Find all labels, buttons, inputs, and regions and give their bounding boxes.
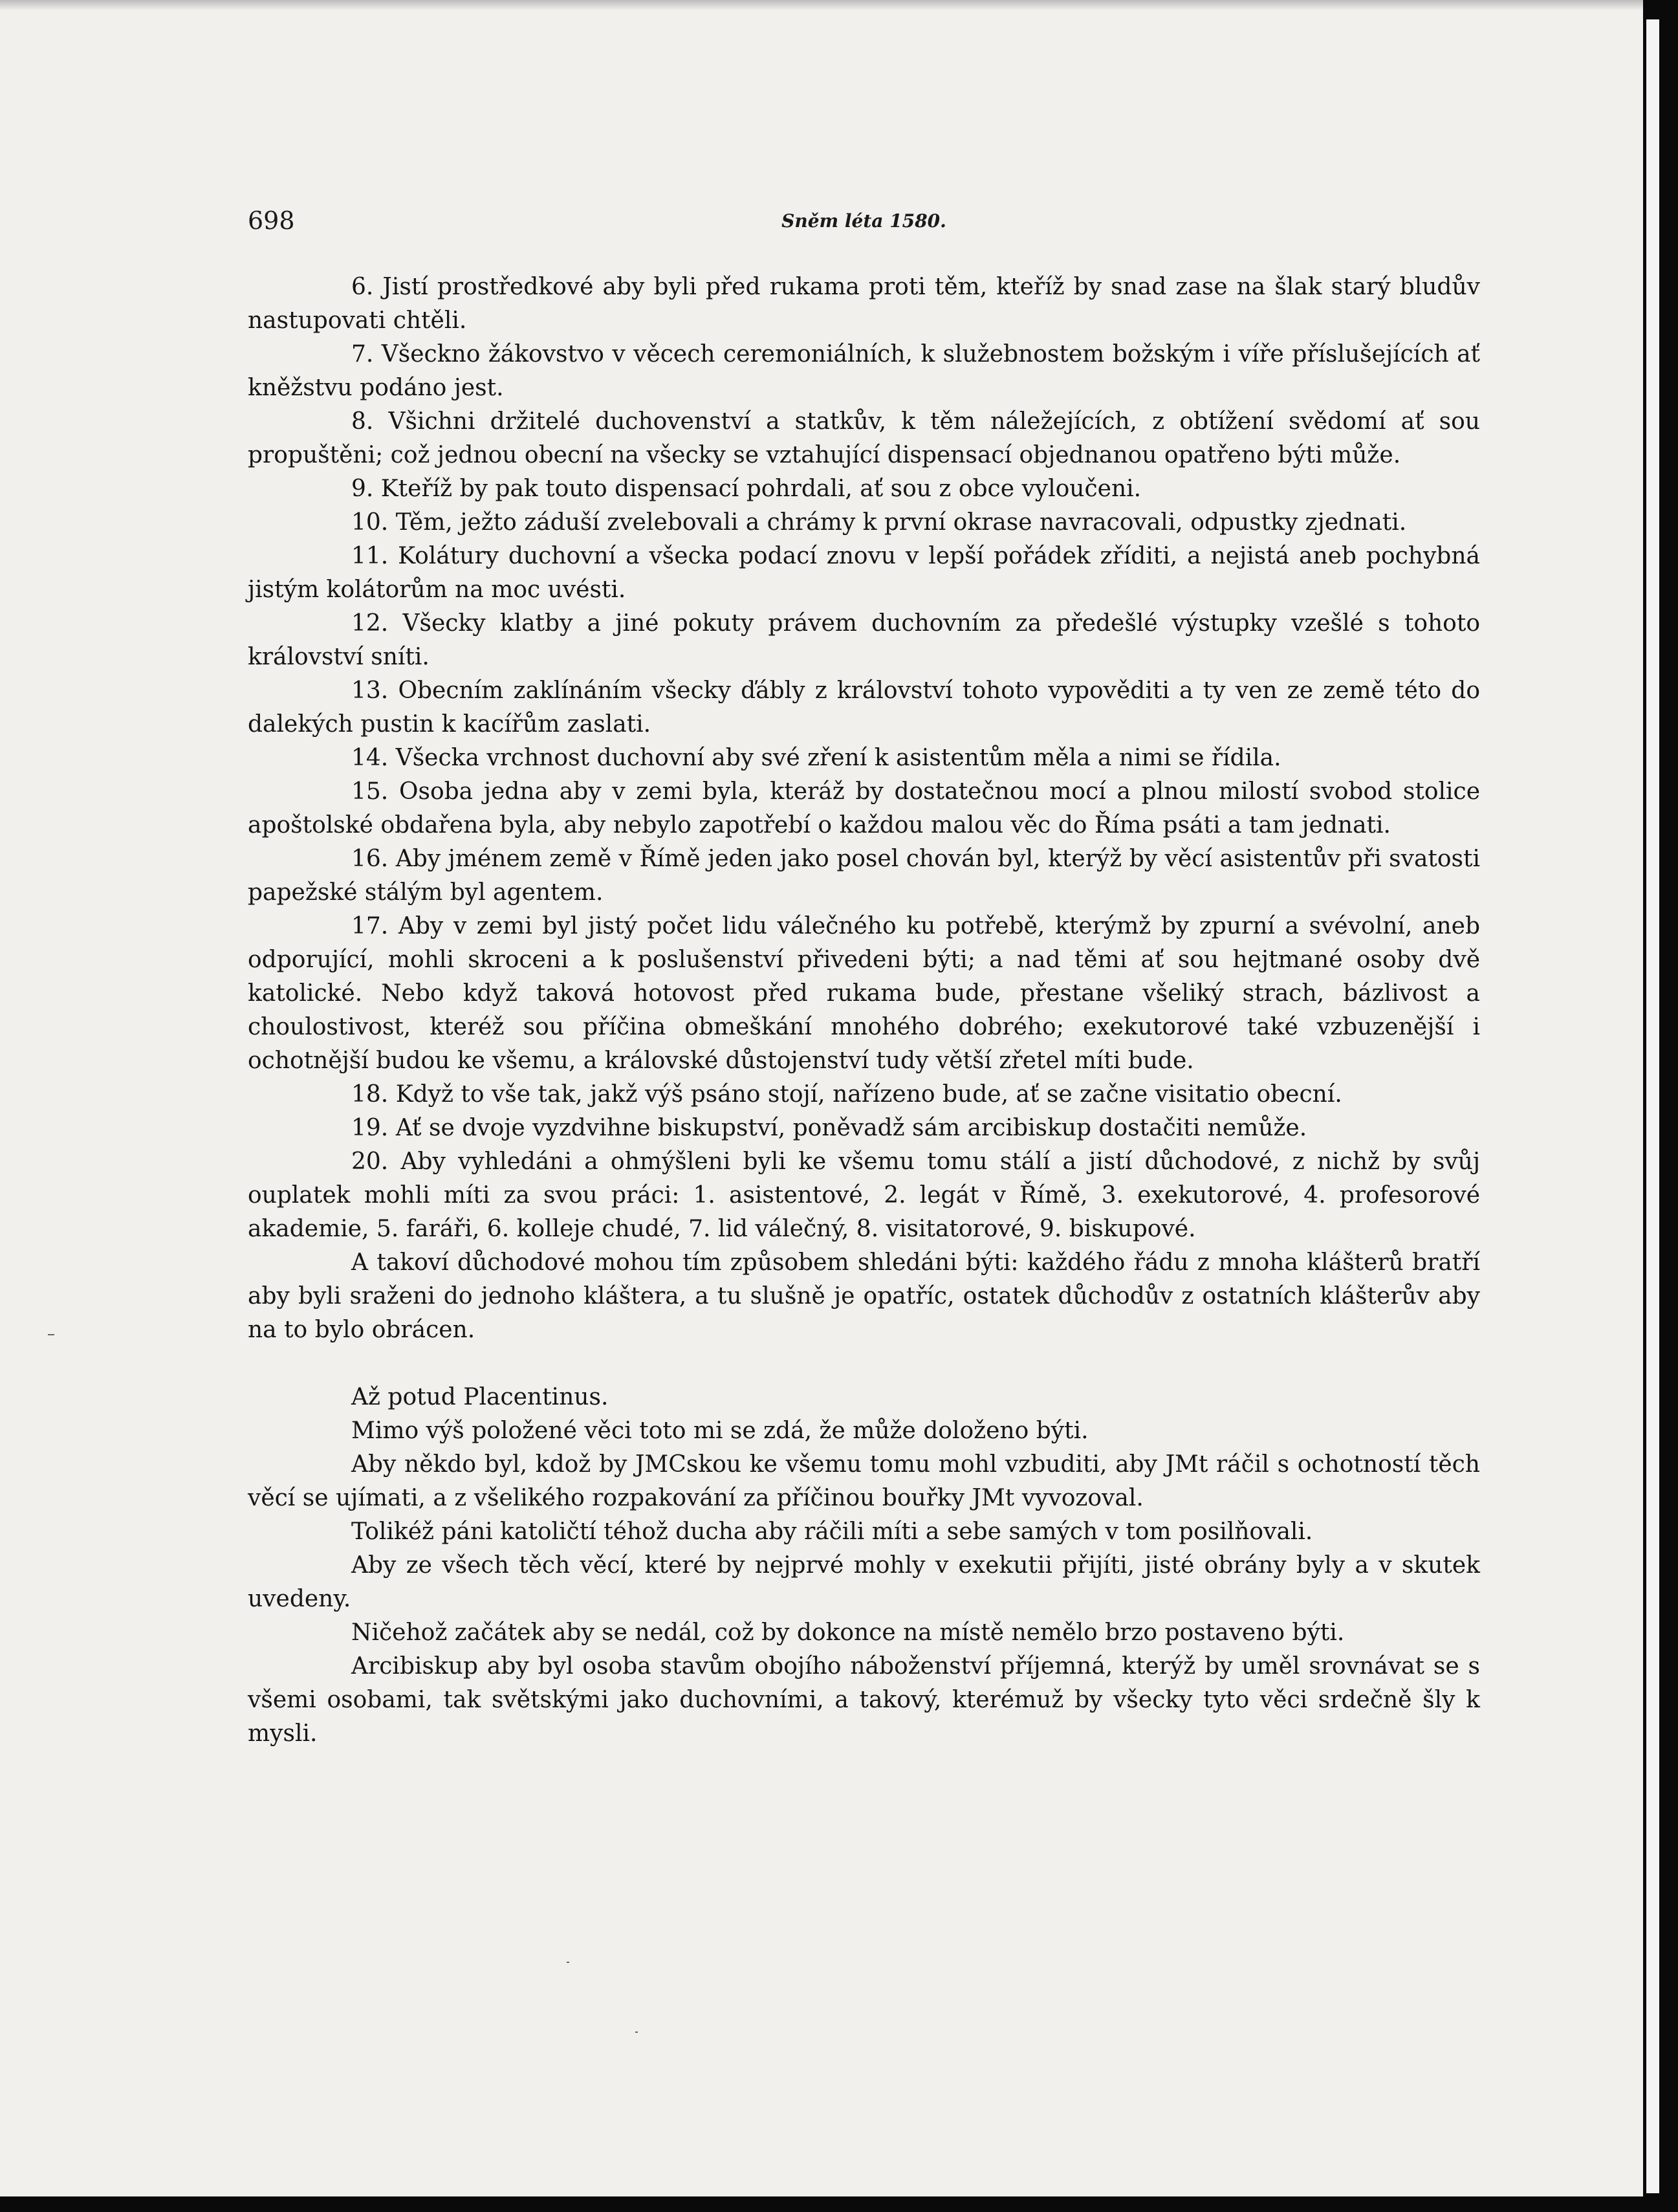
- paragraph-10: 10. Těm, ježto záduší zvelebovali a chrámy k první okrase navracovali, odpustky zjednati.: [351, 509, 1407, 536]
- paragraph-19: 19. Ať se dvoje vyzdvihne biskupství, poněvadž sám arcibiskup dostačiti nemůže.: [351, 1115, 1307, 1141]
- paragraph-income: A takoví důchodové mohou tím způsobem shledáni býti: každého řádu z mnoha klášterů bratří aby byli sraženi do jednoho kláštera, a tu slušně je opatříc, ostatek důchodův z ostatních klášterův aby na to bylo obrácen.: [248, 1249, 1480, 1343]
- adjacent-page-edge: [1646, 19, 1659, 2193]
- paragraph-14: 14. Všecka vrchnost duchovní aby své zření k asistentům měla a nimi se řídila.: [351, 745, 1281, 771]
- section-gap: [248, 1347, 1480, 1381]
- paragraph-8: 8. Všichni držitelé duchovenství a statkův, k těm náležejících, z obtížení svědomí ať sou propuštěni; což jednou obecní na všecky se vztahující dispensací objednanou opatřeno býti může.: [248, 408, 1480, 468]
- scan-speck: [48, 1334, 54, 1335]
- paragraph-20: 20. Aby vyhledáni a ohmýšleni byli ke všemu tomu stálí a jistí důchodové, z nichž by svůj ouplatek mohli míti za svou práci: 1. asistentové, 2. legát v Římě, 3. exekutorové, 4. profesorové akademie, 5. faráři, 6. kolleje chudé, 7. lid válečný, 8. visitatorové, 9. biskupové.: [248, 1148, 1480, 1242]
- paragraph-execution: Aby ze všech těch věcí, které by nejprvé mohly v exekutii přijíti, jisté obrány byly a v skutek uvedeny.: [248, 1552, 1480, 1612]
- running-title: Sněm léta 1580.: [781, 210, 946, 232]
- paragraph-addition: Mimo výš položené věci toto mi se zdá, že může doloženo býti.: [351, 1418, 1089, 1444]
- paragraph-6: 6. Jistí prostředkové aby byli před rukama proti těm, kteříž by snad zase na šlak starý bludův nastupovati chtěli.: [248, 274, 1480, 334]
- paragraph-jmc: Aby někdo byl, kdož by JMCskou ke všemu tomu mohl vzbuditi, aby JMt ráčil s ochotností těch věcí se ujímati, a z všelikého rozpakování za příčinou bouřky JMt vyvozoval.: [248, 1451, 1480, 1511]
- paragraph-catholic-lords: Tolikéž páni katoličtí téhož ducha aby ráčili míti a sebe samých v tom posilňovali.: [351, 1518, 1313, 1545]
- paragraph-archbishop: Arcibiskup aby byl osoba stavům obojího náboženství příjemná, kterýž by uměl srovnávat se s všemi osobami, tak světskými jako duchovními, a takový, kterémuž by všecky tyto věci srdečně šly k mysli.: [248, 1653, 1480, 1747]
- paragraph-beginning: Ničehož začátek aby se nedál, což by dokonce na místě nemělo brzo postaveno býti.: [351, 1619, 1345, 1646]
- paragraph-7: 7. Všeckno žákovstvo v věcech ceremoniálních, k služebnostem božským i víře příslušejících ať kněžstvu podáno jest.: [248, 341, 1480, 401]
- scan-speck: [567, 1962, 569, 1963]
- paragraph-15: 15. Osoba jedna aby v zemi byla, kteráž by dostatečnou mocí a plnou milostí svobod stolice apoštolské obdařena byla, aby nebylo zapotřebí o každou malou věc do Říma psáti a tam jednati.: [248, 778, 1480, 838]
- page-number: 698: [248, 206, 295, 235]
- paragraph-9: 9. Kteříž by pak touto dispensací pohrdali, ať sou z obce vyloučeni.: [351, 476, 1142, 502]
- paragraph-13: 13. Obecním zaklínáním všecky ďábly z království tohoto vypověditi a ty ven ze země této do dalekých pustin k kacířům zaslati.: [248, 677, 1480, 738]
- paragraph-placentinus: Až potud Placentinus.: [351, 1384, 609, 1410]
- paragraph-16: 16. Aby jménem země v Římě jeden jako posel chován byl, kterýž by věcí asistentův při svatosti papežské stálým byl agentem.: [248, 846, 1480, 906]
- scan-speck: [635, 2031, 638, 2033]
- scan-shadow: [0, 0, 1643, 10]
- paragraph-18: 18. Když to vše tak, jakž výš psáno stojí, nařízeno bude, ať se začne visitatio obecní.: [351, 1081, 1342, 1108]
- body-text: [248, 270, 1480, 1751]
- paragraph-12: 12. Všecky klatby a jiné pokuty právem duchovním za předešlé výstupky vzešlé s tohoto království sníti.: [248, 610, 1480, 670]
- paragraph-17: 17. Aby v zemi byl jistý počet lidu válečného ku potřebě, kterýmž by zpurní a svévolní, aneb odporující, mohli skroceni a k poslušenství přivedeni býti; a nad těmi ať sou hejtmané osoby dvě katolické. Nebo když taková hotovost před rukama bude, přestane všeliký strach, bázlivost a choulostivost, kteréž sou příčina obmeškání mnohého dobrého; exekutorové také vzbuzenější i ochotnější budou ke všemu, a královské důstojenství tudy větší zřetel míti bude.: [248, 913, 1480, 1074]
- paragraph-11: 11. Kolátury duchovní a všecka podací znovu v lepší pořádek zříditi, a nejistá aneb pochybná jistým kolátorům na moc uvésti.: [248, 543, 1480, 603]
- page-header: [248, 204, 1480, 237]
